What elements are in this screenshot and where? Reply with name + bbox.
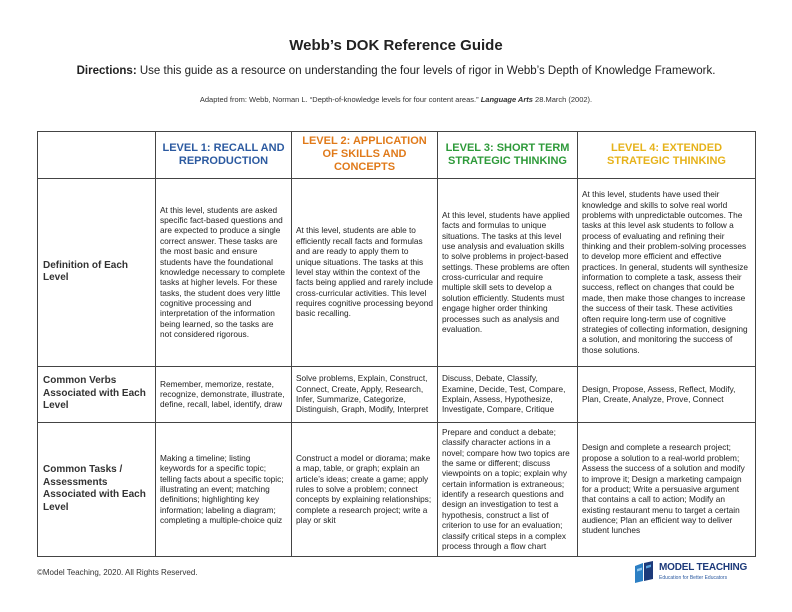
table-cell: At this level, students are able to efficiently recall facts and formulas and are ready to apply them to unique situations. The tasks at this level stay within the context of the facts being applied and rarely include cross-curricular activities. This level requires cognitive processing beyond basic recalling. [292, 178, 438, 366]
citation [0, 95, 792, 104]
header-row [38, 132, 756, 179]
logo-name: MODEL TEACHING [659, 562, 748, 573]
table-cell: Remember, memorize, restate, recognize, demonstrate, illustrate, define, recall, label, identify, draw [156, 366, 292, 422]
citation-prefix: Adapted from: Webb, Norman L. “Depth-of-knowledge levels for four content areas.” [199, 95, 481, 104]
row-label-definition: Definition of Each Level [38, 178, 156, 366]
table-cell: At this level, students are asked specific fact-based questions and are expected to produce a single correct answer. These tasks are the most basic and ensure students have the foundational knowledge necessary to complete tasks at higher levels. For these tasks, the student does very little cognitive processing and interpretation of the information being learned, so the tasks are not considered rigorous. [156, 178, 292, 366]
page-title: Webb’s DOK Reference Guide [289, 37, 503, 54]
directions-label: Directions: [76, 65, 137, 77]
table-row [38, 366, 756, 422]
table-cell: Making a timeline; listing keywords for a specific topic; telling facts about a specific topic; illustrating an event; matching definitions; highlighting key information; labeling a diagram; completing a multiple-choice quiz [156, 422, 292, 556]
copyright-footer: ©Model Teaching, 2020. All Rights Reserved. [37, 568, 198, 577]
level-2-header: LEVEL 2: APPLICATION OF SKILLS AND CONCEPTS [292, 132, 438, 179]
model-teaching-logo [633, 558, 763, 588]
logo-tagline: Education for Better Educators [659, 575, 728, 581]
citation-journal: Language Arts [480, 95, 533, 104]
level-3-header: LEVEL 3: SHORT TERM STRATEGIC THINKING [438, 132, 578, 179]
table-cell: Design and complete a research project; propose a solution to a real-world problem; Assess the success of a solution and modify to improve it; Design a marketing campaign for a product; Write a persuasive argument that contains a call to action; Modify an existing restaurant menu to target a certain audience; Plan an efficient way to deliver student lunches [578, 422, 756, 556]
table-cell: Design, Propose, Assess, Reflect, Modify, Plan, Create, Analyze, Prove, Connect [578, 366, 756, 422]
table-cell: Solve problems, Explain, Construct, Connect, Create, Apply, Research, Infer, Summarize, Categorize, Distinguish, Graph, Modify, Interpret [292, 366, 438, 422]
table-row [38, 178, 756, 366]
row-label-verbs: Common Verbs Associated with Each Level [38, 366, 156, 422]
directions-text: Use this guide as a resource on understanding the four levels of rigor in Webb’s Depth of Knowledge Framework. [136, 65, 716, 77]
level-4-header: LEVEL 4: EXTENDED STRATEGIC THINKING [578, 132, 756, 179]
table-cell: At this level, students have applied facts and formulas to unique situations. The tasks at this level use analysis and evaluation skills to solve problems in project-based settings. These problems are often cross-curricular and require multiple skill sets to develop a solution efficiently. Students must engage higher order thinking processes such as analysis and evaluation. [438, 178, 578, 366]
directions [0, 65, 792, 77]
dok-table [37, 131, 756, 557]
book-logo-icon [633, 560, 655, 584]
corner-cell [38, 132, 156, 179]
table-row [38, 422, 756, 556]
table-cell: Discuss, Debate, Classify, Examine, Decide, Test, Compare, Explain, Assess, Hypothesize, Investigate, Compare, Critique [438, 366, 578, 422]
table-cell: Prepare and conduct a debate; classify character actions in a novel; compare how two topics are the same or different; discuss viewpoints on a topic; explain why certain information is extraneous; identify a research questions and design an investigation to test a hypothesis, construct a list of criterion to use for an evaluation; classify critical steps in a complex process through a flow chart [438, 422, 578, 556]
table-cell: Construct a model or diorama; make a map, table, or graph; explain an article’s ideas; create a game; apply rules to solve a problem; connect concepts by explaining relationships; complete a research project; write a play or skit [292, 422, 438, 556]
table-cell: At this level, students have used their knowledge and skills to solve real world problems with unpredictable outcomes. The tasks at this level ask students to follow a process of evaluating and refining their thinking and their problem-solving processes to develop more efficient and effective practices. In general, students will synthesize information to complete a task, assess their success, reflect on changes that could be made, then make those changes to increase the success of their task. These activities often require long-term use of cognitive strategies of collecting information, designing a solution, and monitoring the success of those solutions. [578, 178, 756, 366]
level-1-header: LEVEL 1: RECALL AND REPRODUCTION [156, 132, 292, 179]
row-label-tasks: Common Tasks / Assessments Associated with Each Level [38, 422, 156, 556]
citation-suffix: 28.March (2002). [532, 95, 593, 104]
